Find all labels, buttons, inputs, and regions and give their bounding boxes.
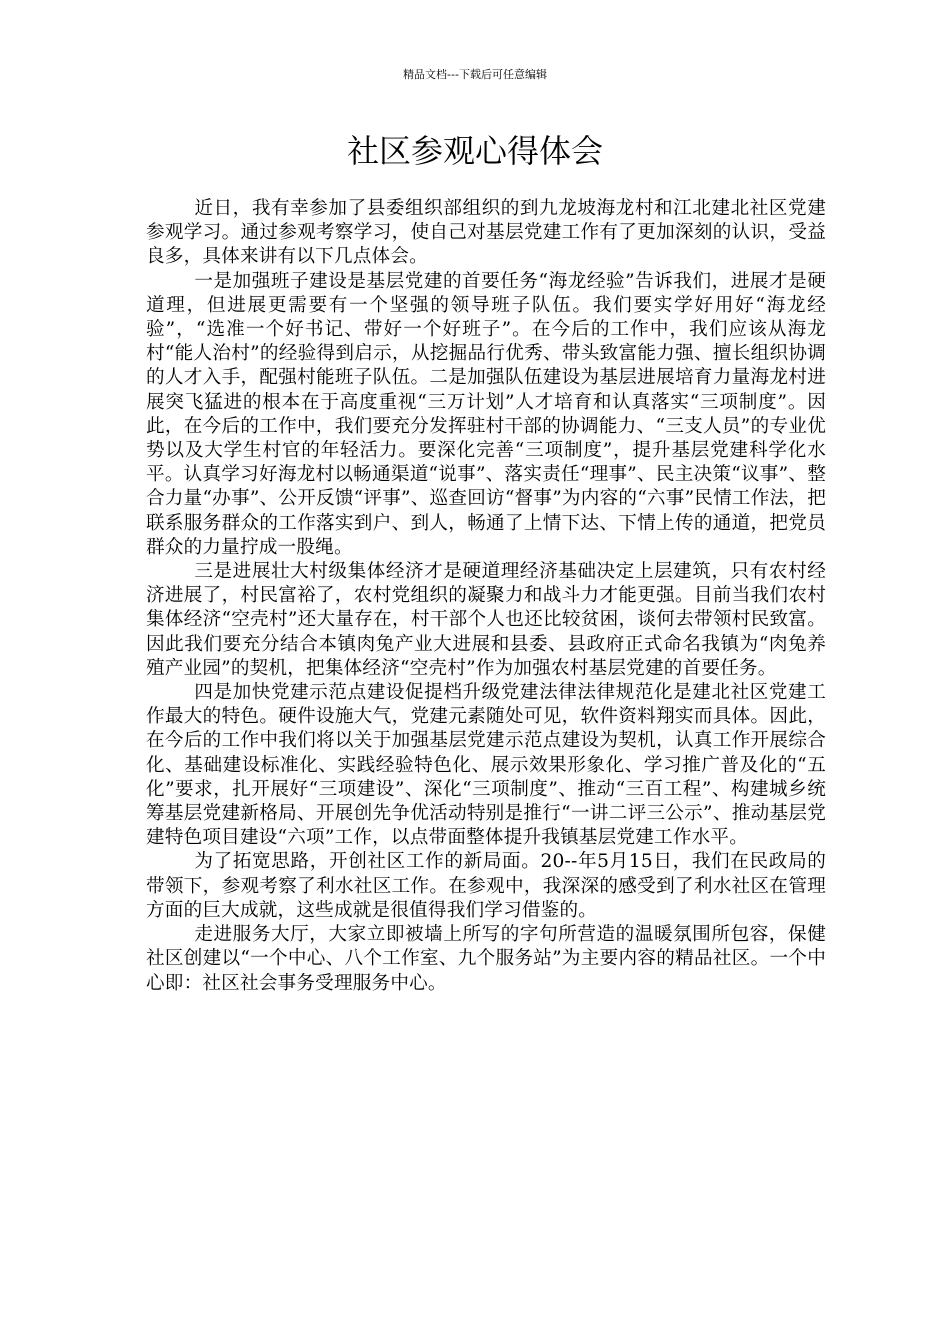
header-note: 精品文档---下载后可任意编辑 [403,68,547,81]
paragraph-6: 走进服务大厅，大家立即被墙上所写的字句所营造的温暖氛围所包容，保健社区创建以“一个中心、八个工作室、九个服务站”为主要内容的精品社区。一个中心即：社区社会事务受理服务中心。 [146,924,826,994]
paragraph-4: 四是加快党建示范点建设促提档升级党建法律法律规范化是建北社区党建工作最大的特色。硬件设施大气，党建元素随处可见，软件资料翔实而具体。因此，在今后的工作中我们将以关于加强基层党建示范点建设为契机，认真工作开展综合化、基础建设标准化、实践经验特色化、展示效果形象化、学习推广普及化的“五化”要求，扎开展好“三项建设”、深化“三项制度”、推动“三百工程”、构建城乡统筹基层党建新格局、开展创先争优活动特别是推行“一讲二评三公示”、推动基层党建特色项目建设“六项”工作，以点带面整体提升我镇基层党建工作水平。 [146,682,826,849]
paragraph-5: 为了拓宽思路，开创社区工作的新局面。20--年5月15日，我们在民政局的带领下，参观考察了利水社区工作。在参观中，我深深的感受到了利水社区在管理方面的巨大成就，这些成就是很值得我们学习借鉴的。 [146,851,826,921]
paragraph-2: 一是加强班子建设是基层党建的首要任务“海龙经验”告诉我们，进展才是硬道理，但进展更需要有一个坚强的领导班子队伍。我们要实学好用好“海龙经验”，“选准一个好书记、带好一个好班子”。在今后的工作中，我们应该从海龙村“能人治村”的经验得到启示，从挖掘品行优秀、带头致富能力强、擅长组织协调的人才入手，配强村能班子队伍。二是加强队伍建设为基层进展培育力量海龙村进展突飞猛进的根本在于高度重视“三万计划”人才培育和认真落实“三项制度”。因此，在今后的工作中，我们要充分发挥驻村干部的协调能力、“三支人员”的专业优势以及大学生村官的年轻活力。要深化完善“三项制度”，提升基层党建科学化水平。认真学习好海龙村以畅通渠道“说事”、落实责任“理事”、民主决策“议事”、整合力量“办事”、公开反馈“评事”、巡查回访“督事”为内容的“六事”民情工作法，把联系服务群众的工作落实到户、到人，畅通了上情下达、下情上传的通道，把党员群众的力量拧成一股绳。 [146,270,826,558]
paragraph-1: 近日，我有幸参加了县委组织部组织的到九龙坡海龙村和江北建北社区党建参观学习。通过参观考察学习，使自己对基层党建工作有了更加深刻的认识，受益良多，具体来讲有以下几点体会。 [146,198,826,268]
document-title: 社区参观心得体会 [346,132,603,170]
paragraph-3: 三是进展壮大村级集体经济才是硬道理经济基础决定上层建筑，只有农村经济进展了，村民富裕了，农村党组织的凝聚力和战斗力才能更强。目前当我们农村集体经济“空壳村”还大量存在，村干部个人也还比较贫困，谈何去带领村民致富。因此我们要充分结合本镇肉兔产业大进展和县委、县政府正式命名我镇为“肉兔养殖产业园”的契机，把集体经济“空壳村”作为加强农村基层党建的首要任务。 [146,561,826,679]
document-body [146,197,826,996]
